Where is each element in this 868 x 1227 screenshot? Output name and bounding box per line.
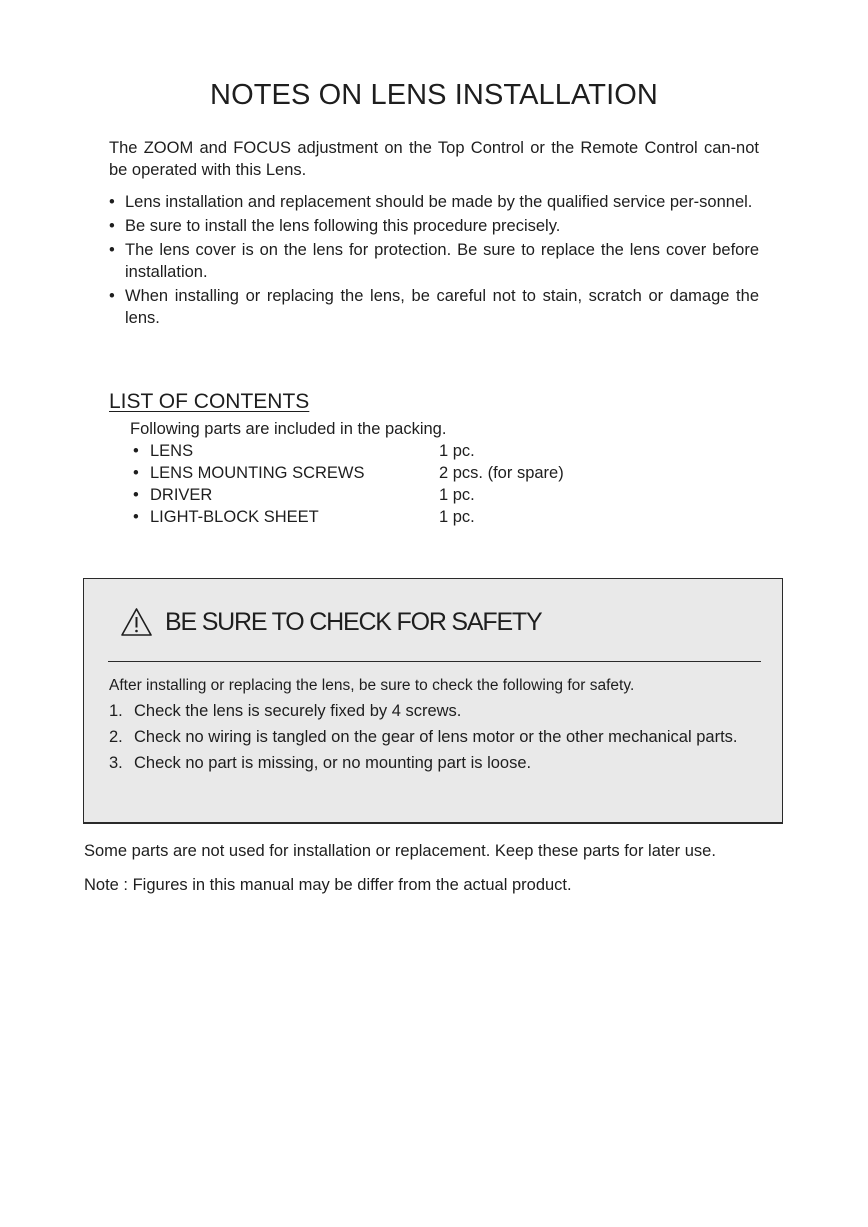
bullet-glyph: •	[109, 193, 115, 211]
list-item	[109, 726, 761, 748]
list-item	[109, 700, 761, 722]
precautions-list	[109, 191, 759, 331]
bullet-glyph: •	[133, 442, 139, 460]
bullet-text: When installing or replacing the lens, be careful not to stain, scratch or damage the lens.	[125, 287, 759, 327]
bullet-glyph: •	[109, 287, 115, 305]
item-quantity: 1 pc.	[439, 486, 475, 504]
list-item	[109, 285, 759, 329]
list-item	[109, 239, 759, 283]
list-item	[109, 215, 759, 237]
item-name: LIGHT-BLOCK SHEET	[150, 508, 319, 526]
page-title: NOTES ON LENS INSTALLATION	[210, 79, 658, 111]
spare-parts-note: Some parts are not used for installation or replacement. Keep these parts for later use.	[84, 842, 716, 860]
bullet-text: The lens cover is on the lens for protection. Be sure to replace the lens cover before installation.	[125, 241, 759, 281]
bullet-glyph: •	[109, 241, 115, 259]
safety-header	[120, 605, 541, 639]
safety-notice-box	[83, 578, 783, 824]
contents-list	[133, 440, 633, 528]
bullet-glyph: •	[109, 217, 115, 235]
item-quantity: 1 pc.	[439, 508, 475, 526]
step-number: 3.	[109, 754, 123, 772]
step-text: Check the lens is securely fixed by 4 screws.	[134, 702, 462, 720]
list-item	[109, 191, 759, 213]
step-number: 2.	[109, 728, 123, 746]
safety-intro: After installing or replacing the lens, be sure to check the following for safety.	[109, 677, 635, 694]
contents-heading: LIST OF CONTENTS	[109, 390, 310, 413]
bullet-glyph: •	[133, 486, 139, 504]
item-quantity: 1 pc.	[439, 442, 475, 460]
warning-triangle-icon	[120, 607, 153, 637]
figures-disclaimer-note: Note : Figures in this manual may be differ from the actual product.	[84, 876, 572, 894]
contents-item	[133, 506, 633, 528]
safety-steps-list	[109, 700, 761, 778]
item-name: DRIVER	[150, 486, 213, 504]
bullet-glyph: •	[133, 464, 139, 482]
safety-title: BE SURE TO CHECK FOR SAFETY	[165, 608, 542, 636]
step-number: 1.	[109, 702, 123, 720]
item-name: LENS MOUNTING SCREWS	[150, 464, 365, 482]
contents-item	[133, 462, 633, 484]
bullet-glyph: •	[133, 508, 139, 526]
list-item	[109, 752, 761, 774]
item-name: LENS	[150, 442, 194, 460]
intro-paragraph: The ZOOM and FOCUS adjustment on the Top Control or the Remote Control can-not be operated with this Lens.	[109, 139, 759, 179]
contents-item	[133, 440, 633, 462]
bullet-text: Lens installation and replacement should be made by the qualified service per-sonnel.	[125, 193, 753, 211]
item-quantity: 2 pcs. (for spare)	[439, 464, 564, 482]
contents-intro: Following parts are included in the packing.	[130, 420, 447, 438]
step-text: Check no part is missing, or no mounting part is loose.	[134, 754, 532, 772]
bullet-text: Be sure to install the lens following this procedure precisely.	[125, 217, 561, 235]
contents-item	[133, 484, 633, 506]
step-text: Check no wiring is tangled on the gear of lens motor or the other mechanical parts.	[134, 728, 738, 746]
divider	[108, 661, 761, 662]
